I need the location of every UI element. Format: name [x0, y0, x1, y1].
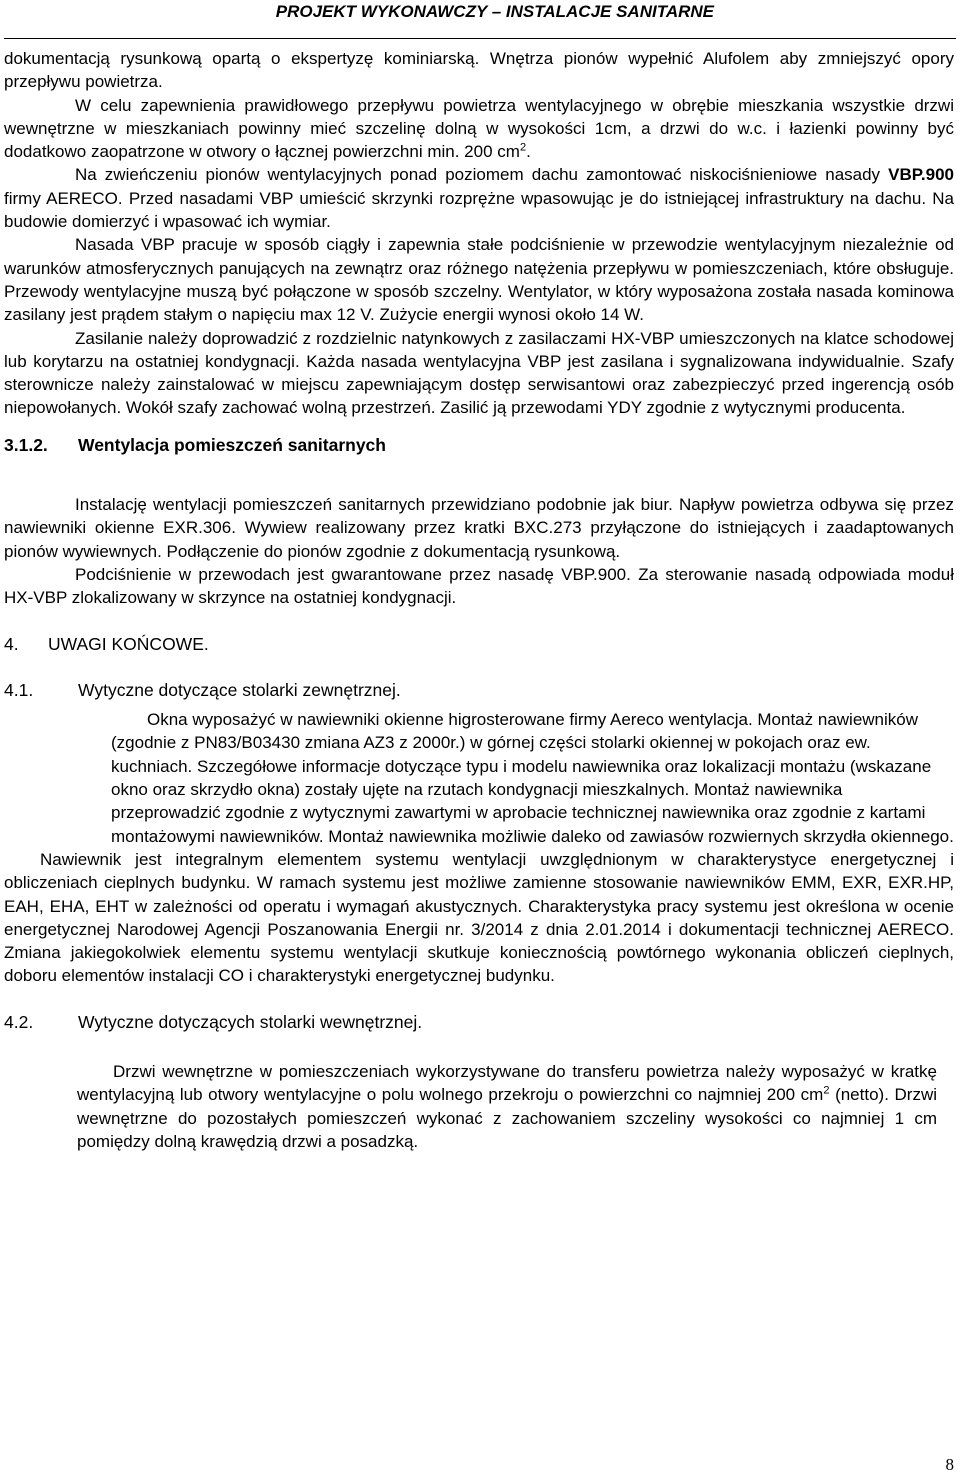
paragraph-interior-doors-text-2: (netto). Drzwi wewnętrzne do pozostałych pomieszczeń wykonać z zachowaniem szczeliny wysokości co najmniej 1 cm pomiędzy dolną krawędzią drzwi a posadzką. — [77, 1085, 937, 1151]
paragraph-vent-system: Nawiewnik jest integralnym elementem systemu wentylacji uwzględnionym w charakterystyce energetycznej i obliczeniach cieplnych budynku. W ramach systemu jest możliwe zamienne stosowanie nawiewników EMM, EXR, EXR.HP, EAH, EHA, EHT w zależności od operatu i wymagań akustycznych. Charakterystyka pracy systemu jest określona w ocenie energetycznej Narodowej Agencji Poszanowania Energii nr. 3/2014 z dnia 2.01.2014 i dokumentacji technicznej AERECO. Zmiana jakiegokolwiek elementu systemu wentylacji skutkuje koniecznością powtórnego wykonania obliczeń cieplnych, doboru elementów instalacji CO i charakterystyki energetycznej budynku. — [4, 849, 954, 986]
heading-number: 4.1. — [4, 679, 34, 700]
superscript-2: 2 — [519, 141, 527, 154]
paragraph-door-gaps-text: W celu zapewnienia prawidłowego przepływu powietrza wentylacyjnego w obrębie mieszkania wszystkie drzwi wewnętrzne w mieszkaniach powinny mieć szczelinę dolną w wysokości 1cm, a drzwi do w.c. i łazienki powinny być dodatkowo zaopatrzone w otwory o łącznej powierzchni min. 200 cm — [4, 95, 954, 162]
paragraph-chimney-expertise: dokumentacją rysunkową opartą o ekspertyzę kominiarską. Wnętrza pionów wypełnić Alufolem aby zmniejszyć opory przepływu powietrza. — [4, 49, 954, 92]
heading-title: Wytyczne dotyczących stolarki wewnętrznej. — [78, 1011, 423, 1032]
paragraph-power-supply: Zasilanie należy doprowadzić z rozdzielnic natynkowych z zasilaczami HX-VBP umieszczonych na klatce schodowej lub korytarzu na ostatniej kondygnacji. Każda nasada wentylacyjna VBP jest zasilana i sygnalizowana indywidualnie. Szafy sterownicze należy zainstalować w miejscu zapewniającym dostęp serwisantowi oraz zabezpieczyć przed ingerencją osób niepowołanych. Wokół szafy zachować wolną przestrzeń. Zasilić ją przewodami YDY zgodnie z wytycznymi producenta. — [4, 328, 954, 418]
heading-3-1-2 — [4, 434, 954, 457]
paragraph-interior-doors — [77, 1060, 937, 1153]
paragraph-door-gaps — [4, 94, 954, 164]
heading-number: 4.2. — [4, 1011, 34, 1032]
paragraph-vbp900-control: Podciśnienie w przewodach jest gwarantowane przez nasadę VBP.900. Za sterowanie nasadą odpowiada moduł HX-VBP zlokalizowany w skrzynce na ostatniej kondygnacji. — [4, 564, 954, 608]
vbp-model-bold: VBP.900 — [888, 165, 954, 185]
document-header: PROJEKT WYKONAWCZY – INSTALACJE SANITARNE — [275, 2, 714, 21]
heading-4-2 — [4, 1011, 954, 1034]
paragraph-vbp-caps — [4, 163, 954, 233]
paragraph-window-vents: Okna wyposażyć w nawiewniki okienne higrosterowane firmy Aereco wentylacja. Montaż nawiewników (zgodnie z PN83/B03430 zmiana AZ3 z 2000r.) w górnej części stolarki okiennej w pokojach oraz ew. kuchniach. Szczegółowe informacje dotyczące typu i modelu nawiewnika oraz lokalizacji montażu (wskazane okno oraz skrzydło okna) zostały ujęte na rzutach kondygnacji mieszkalnych. Montaż nawiewnika przeprowadzić zgodnie z wytycznymi zawartymi w aprobacie technicznej nawiewnika oraz zgodnie z kartami montażowymi nawiewników. Montaż nawiewnika możliwie daleko od zawiasów rozwiernych skrzydła okiennego. — [111, 710, 954, 846]
paragraph-interior-doors-text-1: Drzwi wewnętrzne w pomieszczeniach wykorzystywane do transferu powietrza należy wyposażyć w kratkę wentylacyjną lub otwory wentylacyjne o polu wolnego przekroju o powierzchni co najmniej 200 cm — [77, 1061, 937, 1105]
heading-title: Wentylacja pomieszczeń sanitarnych — [78, 434, 386, 455]
superscript-2: 2 — [823, 1084, 830, 1097]
paragraph-vbp-caps-text-1: Na zwieńczeniu pionów wentylacyjnych ponad poziomem dachu zamontować niskociśnieniowe nasady — [75, 165, 889, 185]
heading-4-1 — [4, 679, 954, 702]
header-rule — [4, 38, 956, 39]
paragraph-vbp-caps-text-2: firmy AERECO. Przed nasadami VBP umieścić skrzynki rozprężne wpasowując je do istniejącej infrastruktury na dachu. Na budowie domierzyć i wpasować ich wymiar. — [4, 188, 954, 232]
page-number: 8 — [945, 1455, 954, 1474]
heading-number: 4. — [4, 633, 19, 654]
heading-title: UWAGI KOŃCOWE. — [48, 633, 209, 654]
heading-4 — [4, 633, 954, 656]
heading-number: 3.1.2. — [4, 434, 48, 455]
paragraph-sanitary-ventilation: Instalację wentylacji pomieszczeń sanitarnych przewidziano podobnie jak biur. Napływ powietrza odbywa się przez nawiewniki okienne EXR.306. Wywiew realizowany przez kratki BXC.273 przyłączone do istniejących i zaadaptowanych pionów wywiewnych. Podłączenie do pionów zgodnie z dokumentacją rysunkową. — [4, 495, 954, 561]
document-body — [4, 47, 954, 1153]
heading-title: Wytyczne dotyczące stolarki zewnętrznej. — [78, 679, 401, 700]
paragraph-vbp-operation: Nasada VBP pracuje w sposób ciągły i zapewnia stałe podciśnienie w przewodzie wentylacyjnym niezależnie od warunków atmosferycznych panujących na zewnątrz oraz różnego natężenia przepływu w pomieszczeniach, które obsługuje. Przewody wentylacyjne muszą być połączone w sposób szczelny. Wentylator, w który wyposażona została nasada kominowa zasilany jest prądem stałym o napięciu max 12 V. Zużycie energii wynosi około 14 W. — [4, 235, 954, 325]
period: . — [526, 142, 531, 162]
